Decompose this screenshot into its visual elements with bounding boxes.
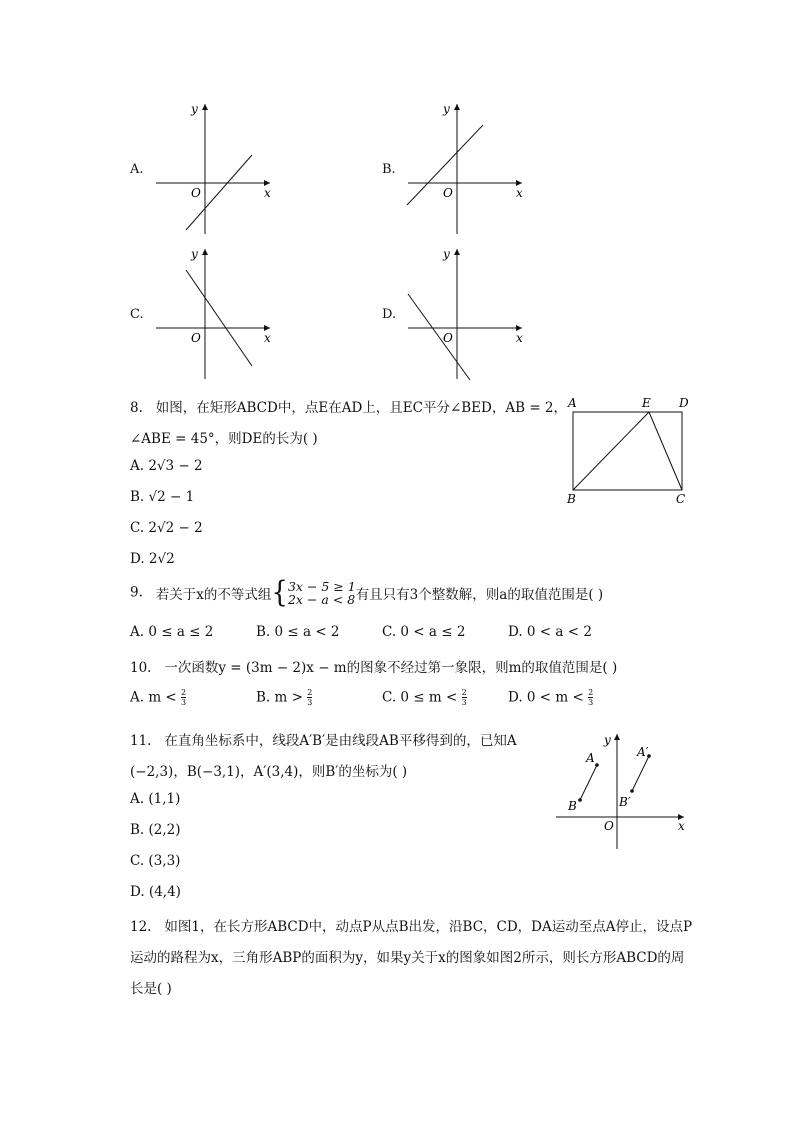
y-axis-label: y	[604, 733, 611, 747]
fraction: $\frac{2}{3}$	[461, 688, 467, 707]
q12-line1	[130, 915, 692, 935]
q8-option-a[interactable]: A. 2√3 − 2	[130, 458, 203, 474]
fraction: $\frac{2}{3}$	[588, 688, 594, 707]
fraction: $\frac{2}{3}$	[307, 688, 313, 707]
q8-number: 8.	[130, 400, 143, 416]
point-b-prime-label: B′	[619, 795, 631, 809]
point-b-label: B	[568, 799, 577, 813]
q11-number: 11.	[130, 733, 152, 749]
q11-option-a[interactable]: A. (1,1)	[130, 791, 181, 807]
q9-option-a[interactable]: A. 0 ≤ a ≤ 2	[130, 624, 214, 640]
q8-rectangle-figure	[562, 393, 697, 508]
point-a	[595, 763, 599, 767]
q10-number: 10.	[130, 660, 152, 676]
segment-ab	[580, 765, 597, 800]
q12-number: 12.	[130, 919, 152, 935]
point-a-label: A	[568, 396, 577, 410]
segment-a-prime-b-prime	[632, 756, 649, 791]
q10-option-c[interactable]: C. 0 ≤ m < $\frac{2}{3}$	[382, 688, 467, 707]
origin-label: O	[191, 331, 201, 345]
system-brace: {	[271, 576, 288, 610]
q8-option-b[interactable]: B. √2 − 1	[130, 489, 195, 505]
q12-line3: 长是( )	[130, 981, 172, 997]
q11-coordinate-figure	[552, 728, 692, 853]
option-label-a: A.	[130, 162, 144, 177]
q11-option-b[interactable]: B. (2,2)	[130, 822, 181, 838]
point-b-label: B	[567, 492, 576, 506]
q9-option-d[interactable]: D. 0 < a < 2	[508, 624, 592, 640]
q10-stem-line	[130, 656, 617, 676]
x-axis-label: x	[678, 819, 685, 833]
q12-line2: 运动的路程为x，三角形ABP的面积为y，如果y关于x的图象如图2所示，则长方形ABCD的周	[130, 950, 685, 966]
inequality-system	[288, 580, 356, 606]
x-axis-label: x	[264, 331, 271, 345]
inequality-1: 3x − 5 ≥ 1	[287, 579, 356, 594]
graph-option-a	[150, 100, 280, 240]
graph-option-c	[150, 245, 280, 385]
q9-option-c[interactable]: C. 0 < a ≤ 2	[382, 624, 466, 640]
q9-stem-after: 有且只有3个整数解，则a的取值范围是( )	[355, 587, 604, 603]
q9-number: 9.	[130, 584, 143, 601]
q10-option-a[interactable]: A. m < $\frac{2}{3}$	[130, 688, 187, 707]
segment-ec	[649, 412, 682, 490]
function-line	[408, 294, 470, 380]
origin-label: O	[604, 819, 614, 833]
x-axis-label: x	[516, 186, 523, 200]
graph-option-b	[402, 100, 532, 240]
point-a-label: A	[586, 751, 595, 765]
point-e-label: E	[642, 396, 651, 410]
y-axis-label: y	[191, 247, 198, 261]
q9-stem-before: 若关于x的不等式组	[155, 587, 272, 603]
y-axis-label: y	[191, 102, 198, 116]
option-label-d: D.	[382, 307, 397, 322]
q11-option-d[interactable]: D. (4,4)	[130, 884, 181, 900]
inequality-2: 2x − a < 8	[287, 592, 356, 607]
x-axis-label: x	[516, 331, 523, 345]
origin-label: O	[191, 186, 201, 200]
y-axis-label: y	[443, 102, 450, 116]
origin-label: O	[443, 331, 453, 345]
function-line	[186, 270, 252, 366]
point-b	[578, 798, 582, 802]
q11-stem-line2: (−2,3)，B(−3,1)，A′(3,4)，则B′的坐标为( )	[130, 764, 408, 780]
segment-be	[573, 412, 649, 490]
q8-stem-line1	[130, 396, 567, 416]
q12-text-line1: 如图1，在长方形ABCD中，动点P从点B出发，沿BC，CD，DA运动至点A停止，设点P	[164, 919, 693, 935]
q11-stem-line1	[130, 729, 517, 749]
q10-option-d[interactable]: D. 0 < m < $\frac{2}{3}$	[508, 688, 594, 707]
x-axis-label: x	[264, 186, 271, 200]
q9-stem	[130, 576, 604, 610]
point-b-prime	[630, 789, 634, 793]
q11-option-c[interactable]: C. (3,3)	[130, 853, 181, 869]
point-a-prime-label: A′	[637, 745, 649, 759]
q8-option-d[interactable]: D. 2√2	[130, 551, 175, 567]
q9-option-b[interactable]: B. 0 ≤ a < 2	[256, 624, 340, 640]
y-axis-label: y	[443, 247, 450, 261]
q8-option-c[interactable]: C. 2√2 − 2	[130, 520, 203, 536]
option-label-c: C.	[130, 307, 144, 322]
point-c-label: C	[676, 492, 686, 506]
q10-option-b[interactable]: B. m > $\frac{2}{3}$	[256, 688, 313, 707]
origin-label: O	[443, 186, 453, 200]
fraction: $\frac{2}{3}$	[181, 688, 187, 707]
q11-stem: 在直角坐标系中，线段A′B′是由线段AB平移得到的，已知A	[164, 733, 517, 749]
q8-stem: 如图，在矩形ABCD中，点E在AD上，且EC平分∠BED，AB = 2，	[155, 400, 568, 416]
point-d-label: D	[679, 396, 689, 410]
graph-option-d	[402, 245, 532, 385]
q8-stem-line2: ∠ABE = 45°，则DE的长为( )	[130, 431, 318, 447]
option-label-b: B.	[382, 162, 396, 177]
q10-stem: 一次函数y = (3m − 2)x − m的图象不经过第一象限，则m的取值范围是( )	[164, 660, 618, 676]
